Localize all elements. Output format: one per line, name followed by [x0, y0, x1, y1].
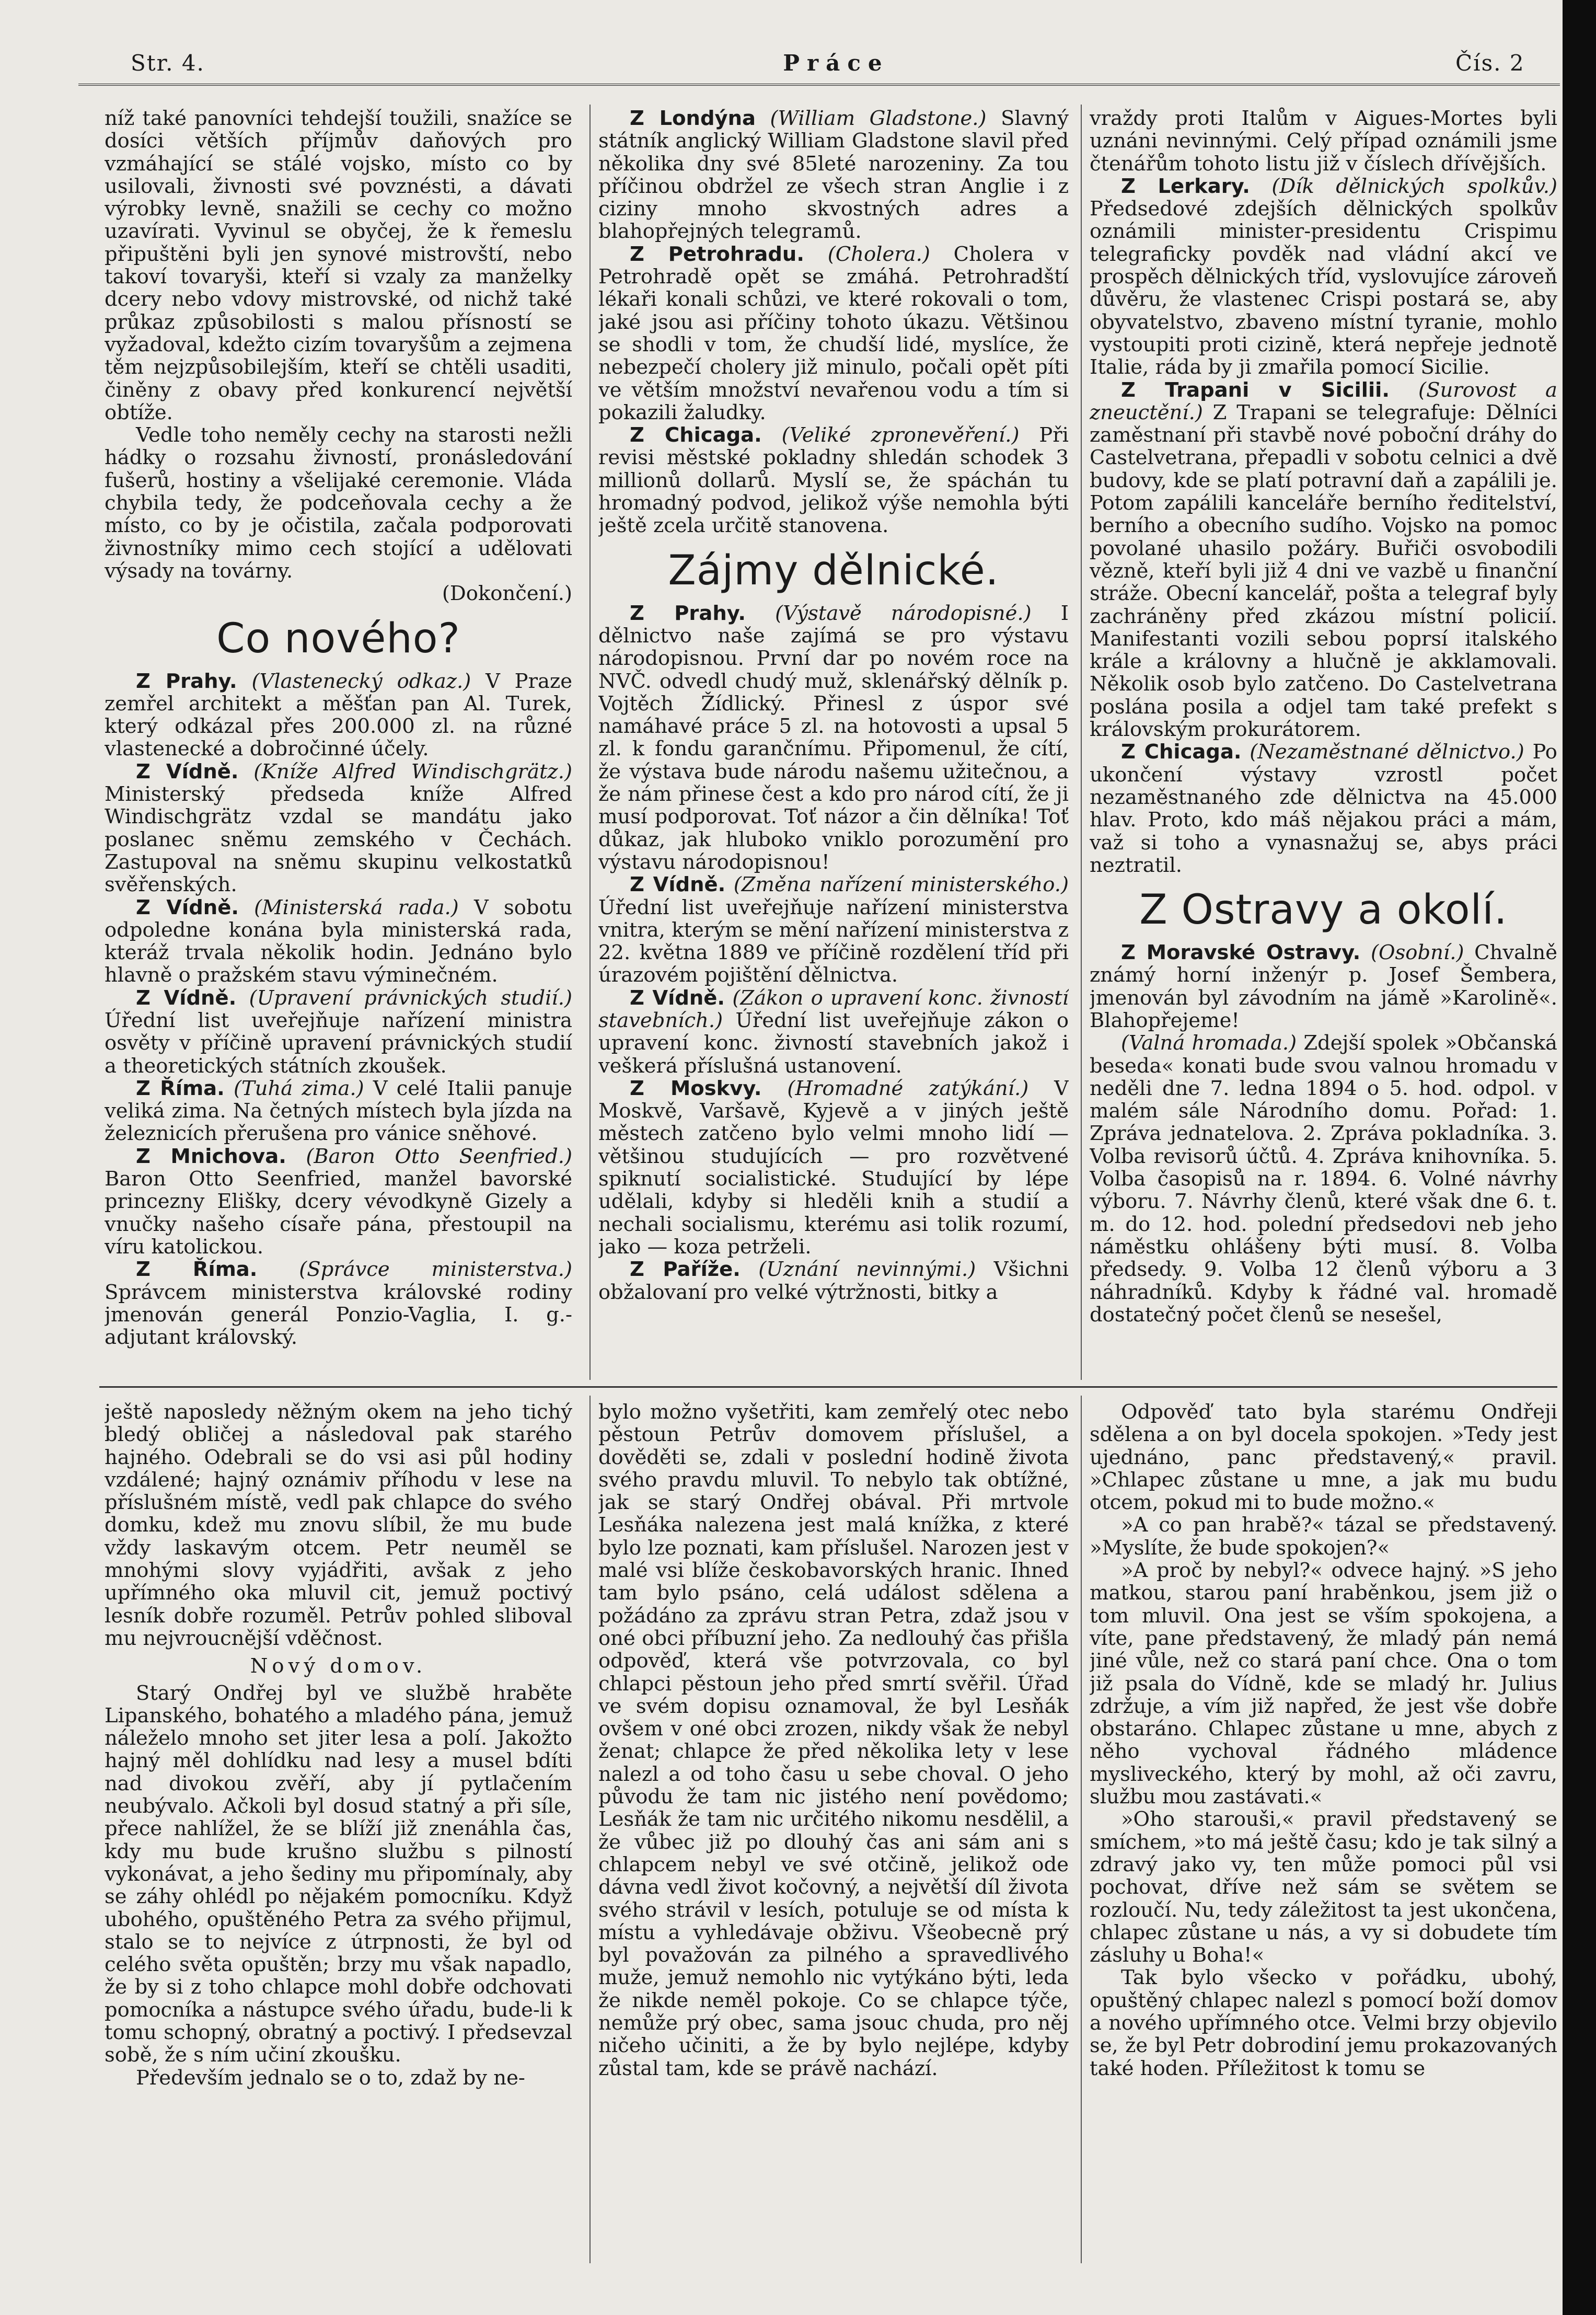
to-be-continued: (Dokončení.)	[442, 582, 572, 606]
heading-co-noveho: Co nového?	[216, 615, 460, 662]
news-item: Z Mnichova. (Baron Otto Seenfried.) Baron Otto Seenfried, manžel bavorské princezny Elišky, dcery vévodkyně Gizely a vnučky našeho císaře pána, přestoupil na víru katolickou.	[105, 1144, 572, 1259]
story-text: ještě naposledy něžným okem na jeho tichý bledý obličej a následoval pak starého hajného. Odebrali se do vsi asi půl hodiny vzdálené; hajný oznámiv příhodu v lese na příslušném místě, vedl pak chlapce do svého domku, kdež mu znovu slíbil, že mu bude vždy laskavým otcem. Petr neuměl se mnohými slovy vyjádřiti, avšak z jeho upřímného oka mluvil cit, jemuž poctivý lesník dobře rozuměl. Petrův pohled sliboval mu nejvroucnější vděčnost.	[105, 1401, 572, 1650]
column-3	[1090, 107, 1557, 1383]
news-item: Z Vídně. (Zákon o upravení konc. živností stavebních.) Úřední list uveřejňuje zákon o upravení konc. živností stavebních jakož i veškerá příslušná ustanovení.	[598, 986, 1069, 1078]
story-text: Odpověď tato byla starému Ondřeji sdělena a on byl docela spokojen. »Tedy jest ujednáno, panc představený,« pravil. »Chlapec zůstane u mne, a jak mu budu otcem, pokud mi to bude možno.«	[1090, 1401, 1557, 1515]
news-item: Z Londýna (William Gladstone.) Slavný státník anglický William Gladstone slavil před několika dny své 85leté narozeniny. Za tou příčinou obdržel ze všech stran Anglie i z ciziny mnoho skvostných adres a blahopřejných telegramů.	[598, 107, 1069, 244]
news-item: Z Moravské Ostravy. (Osobní.) Chvalně známý horní inženýr p. Josef Šembera, jmenován byl závodním na jámě »Karolině«. Blahopřejeme!	[1090, 941, 1557, 1032]
column-rule-4	[1081, 1396, 1082, 2263]
column-2	[598, 107, 1069, 1383]
news-item: Z Vídně. (Ministerská rada.) V sobotu odpoledne konána byla ministerská rada, kteráž trvala několik hodin. Jednáno bylo hlavně o pražském stavu výminečném.	[105, 895, 572, 987]
news-item: Z Moskvy. (Hromadné zatýkání.) V Moskvě, Varšavě, Kyjevě a v jiných ještě městech zatčeno bylo velmi mnoho lidí — většinou studujících — pro rozvětvené spiknutí socialistické. Studující by lépe udělali, kdyby si hleděli knih a studií a nechali socialismu, kterému asi tolik rozumí, jako — koza petrželi.	[598, 1076, 1069, 1259]
column-rule-1	[589, 105, 591, 1380]
news-item: Z Vídně. (Kníže Alfred Windischgrätz.) Ministerský předseda kníže Alfred Windischgrätz vzdal se mandátu jako poslanec sněmu zemského v Čechách. Zastupoval na sněmu skupinu velkostatků svěřenských.	[105, 759, 572, 897]
story-text: Tak bylo všecko v pořádku, ubohý, opuštěný chlapec nalezl s pomocí boží domov a nového upřímného otce. Velmi brzy objevilo se, že byl Petr dobrodiní jemu prokazovaných také hoden. Příležitost k tomu se	[1090, 1966, 1557, 2080]
story-text: »A co pan hrabě?« tázal se představený. »Myslíte, že bude spokojen?«	[1090, 1513, 1557, 1560]
heading-zajmy-delnicke: Zájmy dělnické.	[668, 547, 999, 594]
story-section-title: Nový domov.	[250, 1654, 427, 1678]
story-text: »Oho starouši,« pravil představený se smíchem, »to má ještě času; kdo je tak silný a zdravý jako vy, ten může pomoci půl vsi pochovat, dříve než sám se světem se rozloučí. Nu, tedy záležitost ta jest ukončena, chlapec zůstane u nás, a vy si dobudete tím zásluhy u Boha!«	[1090, 1807, 1557, 1967]
issue-number: Čís. 2	[1455, 50, 1525, 76]
scan-edge	[1563, 0, 1596, 2315]
news-continuation: vraždy proti Italům v Aigues-Mortes byli uznáni nevinnými. Celý případ oznámili jsme čtenářům tohoto listu již v číslech dřívějších.	[1090, 107, 1557, 176]
news-item: Z Říma. (Tuhá zima.) V celé Italii panuje veliká zima. Na četných místech byla jízda na železnicích přerušena pro vánice sněhové.	[105, 1076, 572, 1146]
news-item: Z Vídně. (Upravení právnických studií.) Úřední list uveřejňuje nařízení ministra osvěty v příčině upravení právnických studií a theoretických státních zkoušek.	[105, 986, 572, 1078]
news-item: Z Petrohradu. (Cholera.) Cholera v Petrohradě opět se zmáhá. Petrohradští lékaři konali schůzi, ve které rokovali o tom, jaké jsou asi příčiny tohoto úkazu. Většinou se shodli v tom, že chudší lidé, myslíce, že nebezpečí cholery již minulo, počali opět píti ve větším množství nevařenou vodu a tím si pokazili žaludky.	[598, 242, 1069, 424]
news-item: Z Říma. (Správce ministerstva.) Správcem ministerstva královské rodiny jmenován generál Ponzio-Vaglia, I. g.-adjutant královský.	[105, 1258, 572, 1350]
masthead-title: Práce	[783, 50, 889, 76]
story-column-3	[1090, 1401, 1557, 2268]
news-item: (Valná hromada.) Zdejší spolek »Občanská beseda« konati bude svou valnou hromadu v neděli dne 7. ledna 1894 o 5. hod. odpol. v malém sále Národního domu. Pořad: 1. Zpráva jednatelova. 2. Zpráva pokladníka. 3. Volba revisorů účtů. 4. Zpráva knihovníka. 5. Volba časopisů na r. 1894. 6. Volné návrhy výboru. 7. Návrhy členů, které však dne 6. t. m. do 12. hod. polední předsedovi neb jeho náměstku ohlášeny býti musí. 8. Volba předsedy. 9. Volba 12 členů výboru a 3 náhradníků. Kdyby k řádné val. hromadě dostatečný počet členů se nesešel,	[1090, 1031, 1557, 1327]
news-item: Z Vídně. (Změna nařízení ministerského.) Úřední list uveřejňuje nařízení ministerstva vnitra, kterým se mění nařízení ministerstva z 22. května 1889 ve příčině rozdělení tříd při úrazovém pojištění dělnictva.	[598, 873, 1069, 987]
article-cechy-para: Vedle toho neměly cechy na starosti nežli hádky o rozsahu živností, pronásledování fušerů, hostiny a všelijaké ceremonie. Vláda chybila tedy, že podceňovala cechy a že místo, co by je očistila, začala podporovati živnostníky mimo cech stojící a udělovati výsady na továrny.	[105, 423, 572, 583]
story-text: Především jednalo se o to, zdaž by ne-	[136, 2066, 525, 2090]
news-item: Z Chicaga. (Nezaměstnané dělnictvo.) Po ukončení výstavy vzrostl počet nezaměstnaného zde dělnictva na 45.000 hlav. Proto, kdo máš nějakou práci a mám, važ si toho a vynasnažuj se, abys práci neztratil.	[1090, 740, 1557, 877]
news-item: Z Paříže. (Uznání nevinnými.) Všichni obžalovaní pro velké výtržnosti, bitky a	[598, 1258, 1069, 1304]
news-item: Z Prahy. (Výstavě národopisné.) I dělnictvo naše zajímá se pro výstavu národopisnou. První dar po novém roce na NVČ. odvedl chudý muž, sklenářský dělník p. Vojtěch Žídlický. Přinesl z úspor své namáhavé práce 5 zl. na hotovosti a upsal 5 zl. k fondu garančnímu. Připomenul, že cítí, že výstava bude národu našemu užitečnou, a že nám přinese čest a kdo pro národ cítí, že ji musí podporovat. Toť názor a čin dělníka! Toť důkaz, jak hluboko vniklo porozumění pro výstavu národopisnou!	[598, 601, 1069, 874]
news-item: Z Lerkary. (Dík dělnických spolkův.) Předsedové zdejších dělnických spolkův oznámili minister-presidentu Crispimu telegraficky povděk nad vládní akcí ve prospěch dělnických tříd, vyslovujíce zároveň důvěru, že vlastenec Crispi postará se, aby obyvatelstvo, zbaveno místní tyranie, mohlo vystoupiti proti cizině, která nepřeje jednotě Italie, ráda by ji zmařila pomocí Sicilie.	[1090, 174, 1557, 379]
story-column-1	[105, 1401, 572, 2268]
column-1	[105, 107, 572, 1383]
story-text: »A proč by nebyl?« odvece hajný. »S jeho matkou, starou paní hraběnkou, jsem již o tom mluvil. Ona jest se vším spokojena, a víte, pane představený, že mladý pán nemá jiné vůle, než co stará paní chce. Ona o tom již psala do Vídně, kde se mladý hr. Julius zdržuje, a vím již napřed, že jest vše dobře obstaráno. Chlapec zůstane u mne, abych z něho vychoval řádného mládence mysliveckého, který by mohl, až oči zavru, službu mou zastávati.«	[1090, 1559, 1557, 1809]
news-item: Z Chicaga. (Veliké zpronevěření.) Při revisi městské pokladny shledán schodek 3 millionů dollarů. Myslí se, že spáchán tu hromadný podvod, jelikož výše nemohla býti ještě zcela určitě stanovena.	[598, 423, 1069, 538]
article-cechy-cont: níž také panovníci tehdejší toužili, snažíce se dosíci větších příjmův daňových pro vzmáhající se stálé vojsko, místo co by usilovali, živnosti své povznésti, a dávati výrobky levně, snažili se cechy co možno uzavírati. Vyvinul se obyčej, že k řemeslu připuštěni byli jen synové mistrovští, nebo takoví tovaryši, kteří si vzaly za manželky dcery nebo vdovy mistrovské, od nichž také průkaz způsobilosti s malou přísností se vyžadoval, kdežto cizím tovaryšům a zejmena těm nejzpůsobilejším, kteří se chtěli usaditi, činěny z obavy před konkurencí největší obtíže.	[105, 107, 572, 424]
page-number: Str. 4.	[131, 50, 205, 76]
story-column-2	[598, 1401, 1069, 2268]
heading-z-ostravy: Z Ostravy a okolí.	[1139, 886, 1508, 934]
column-rule-2	[1081, 105, 1082, 1380]
story-text: Starý Ondřej byl ve službě hraběte Lipanského, bohatého a mladého pána, jemuž náleželo mnoho set jiter lesa a polí. Jakožto hajný měl dohlídku nad lesy a musel bdíti nad divokou zvěří, aby jí pytlačením neubývalo. Ačkoli byl dosud statný a při síle, přece nahlížel, že se blíží již znenáhla čas, kdy mu bude krušno službu s pilností vykonávat, a jeho šediny mu připomínaly, aby se záhy ohlédl po nějakém pomocníku. Když ubohého, opuštěného Petra za svého přijmul, stalo se to nejvíce z útrpnosti, že byl od celého světa opuštěn; brzy mu však napadlo, že by si z toho chlapce mohl dobře odchovati pomocníka a nástupce svého úřadu, bude-li k tomu schopný, obratný a poctivý. I předsevzal sobě, že s ním učiní zkoušku.	[105, 1681, 572, 2067]
news-item: Z Trapani v Sicilii. (Surovost a zneuctění.) Z Trapani se telegrafuje: Dělníci zaměstnaní při stavbě nové poboční dráhy do Castelvetrana, přepadli v sobotu celnici a dvě budovy, kde se platí potravní daň a zapálili je. Potom zapálili kanceláře berního ředitelství, berního a obecního sudího. Vojsko na pomoc povolané uhasilo požáry. Buřiči osvobodili vězně, kteří byli již 4 dni ve vazbě u finanční stráže. Obecní kancelář, pošta a telegraf byly zachráněny před zkázou místní policií. Manifestanti vozili sebou poprsí italského krále a královny a hlučně je akklamovali. Několik osob bylo zatčeno. Do Castelvetrana poslána posila a odjel tam také prefekt s královským prokurátorem.	[1090, 378, 1557, 742]
header-rule	[78, 84, 1560, 86]
story-text: bylo možno vyšetřiti, kam zemřelý otec nebo pěstoun Petrův domovem příslušel, a dověděti se, zdali v poslední hodině života svého pravdu mluvil. To nebylo tak obtížné, jak se starý Ondřej obával. Při mrtvole Lesňáka nalezena jest malá knížka, z které bylo lze poznati, kam příslušel. Narozen jest v malé vsi blíže českobavorských hranic. Ihned tam bylo psáno, celá událost sdělena a požádáno za zprávu stran Petra, zdaž jsou v oné obci příbuzní jeho. Za nedlouhý čas přišla odpověď, která vše potvrzovala, co byl chlapci pěstoun jeho před smrtí svěřil. Úřad ve svém dopisu oznamoval, že byl Lesňák ovšem v oné obci zrozen, nikdy však že nebyl ženat; chlapce že před několika lety v lese nalezl a od toho času u sebe choval. O jeho původu že tam nic jistého není povědomo; Lesňák že tam nic určitého nikomu nesdělil, a že vůbec již po dlouhý čas ani sám ani s chlapcem nebyl ve své otčině, jelikož ode dávna vedl život kočovný, a největší díl života svého strávil v lesích, potuluje se od místa k místu a vyhledávaje obživu. Všeobecně prý byl považován za pilného a spravedlivého muže, jemuž nemohlo nic vytýkáno býti, leda že nikde neměl pokoje. Co se chlapce týče, nemůže prý obec, sama jsouc chuda, pro něj ničeho učiniti, a že by bylo nejlépe, kdyby zůstal tam, kde se právě nachází.	[598, 1401, 1069, 2080]
feuilleton-rule	[99, 1386, 1557, 1388]
news-item: Z Prahy. (Vlastenecký odkaz.) V Praze zemřel architekt a měšťan pan Al. Turek, který odkázal přes 200.000 zl. na různé vlastenecké a dobročinné účely.	[105, 669, 572, 761]
column-rule-3	[589, 1396, 591, 2263]
